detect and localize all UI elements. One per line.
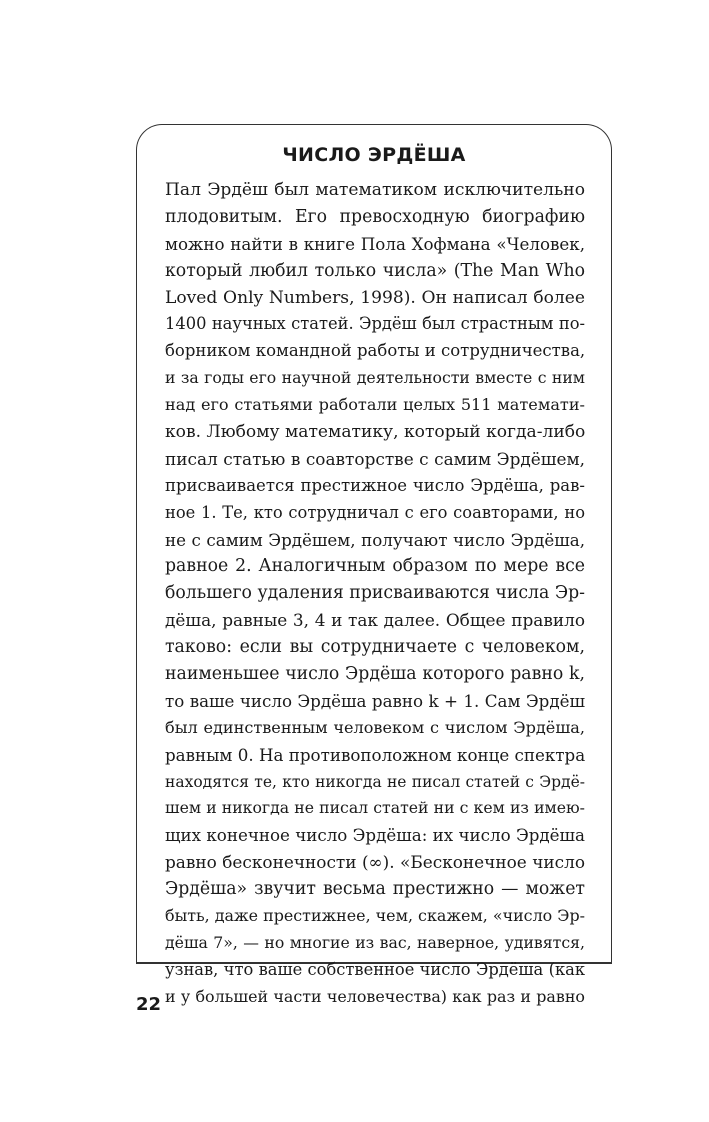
text-line: равно бесконечности (∞). «Бесконечное число [165,852,585,873]
text-line: который любил только числа» (The Man Who [165,260,585,281]
text-line: узнав, что ваше собственное число Эрдёша (как [165,959,585,979]
text-line: щих конечное число Эрдёша: их число Эрдёша [165,825,586,846]
text-line: большего удаления присваиваются числа Эр- [165,583,585,604]
text-line: борником командной работы и сотрудничества, [165,341,586,361]
text-line: равное 2. Аналогичным образом по мере все [165,556,585,577]
text-line: шем и никогда не писал статей ни с кем из имею- [165,798,585,818]
text-line: наименьшее число Эрдёша которого равно k, [165,664,585,685]
text-line: Loved Only Numbers, 1998). Он написал более [165,287,585,308]
text-line: дёша, равные 3, 4 и так далее. Общее правило [165,610,585,631]
text-line: 1400 научных статей. Эрдёш был страстным по- [165,314,585,334]
text-line: писал статью в соавторстве с самим Эрдёшем, [165,448,585,469]
text-line: можно найти в книге Пола Хофмана «Человек, [165,233,585,254]
text-line: равным 0. На противоположном конце спектра [165,744,586,765]
text-line: ков. Любому математику, который когда-либо [165,422,586,443]
text-line: то ваше число Эрдёша равно k + 1. Сам Эрдёш [165,690,585,711]
sidebar-title: ЧИСЛО ЭРДЁША [282,144,466,166]
text-line: находятся те, кто никогда не писал статей с Эрдё- [165,772,585,791]
text-line: таково: если вы сотрудничаете с человеком, [165,637,585,658]
text-line: дёша 7», — но многие из вас, наверное, удивятся, [165,932,585,952]
text-line: Пал Эрдёш был математиком исключительно [165,180,585,200]
sidebar-body-text [165,177,585,1011]
text-line: и у большей части человечества) как раз и равно [165,986,585,1006]
text-line: и за годы его научной деятельности вместе с ним [165,368,585,388]
page-number: 22 [136,994,162,1015]
text-line: ное 1. Те, кто сотрудничал с его соавторами, но [165,502,585,522]
text-line: Эрдёша» звучит весьма престижно — может [165,879,585,900]
text-line: был единственным человеком с числом Эрдёша, [165,717,585,737]
text-line: присваивается престижное число Эрдёша, рав- [165,475,585,495]
text-line: плодовитым. Его превосходную биографию [165,206,585,227]
text-line: быть, даже престижнее, чем, скажем, «число Эр- [165,906,585,926]
text-line: не с самим Эрдёшем, получают число Эрдёша, [165,529,585,550]
text-line: над его статьями работали целых 511 математи- [165,395,585,415]
